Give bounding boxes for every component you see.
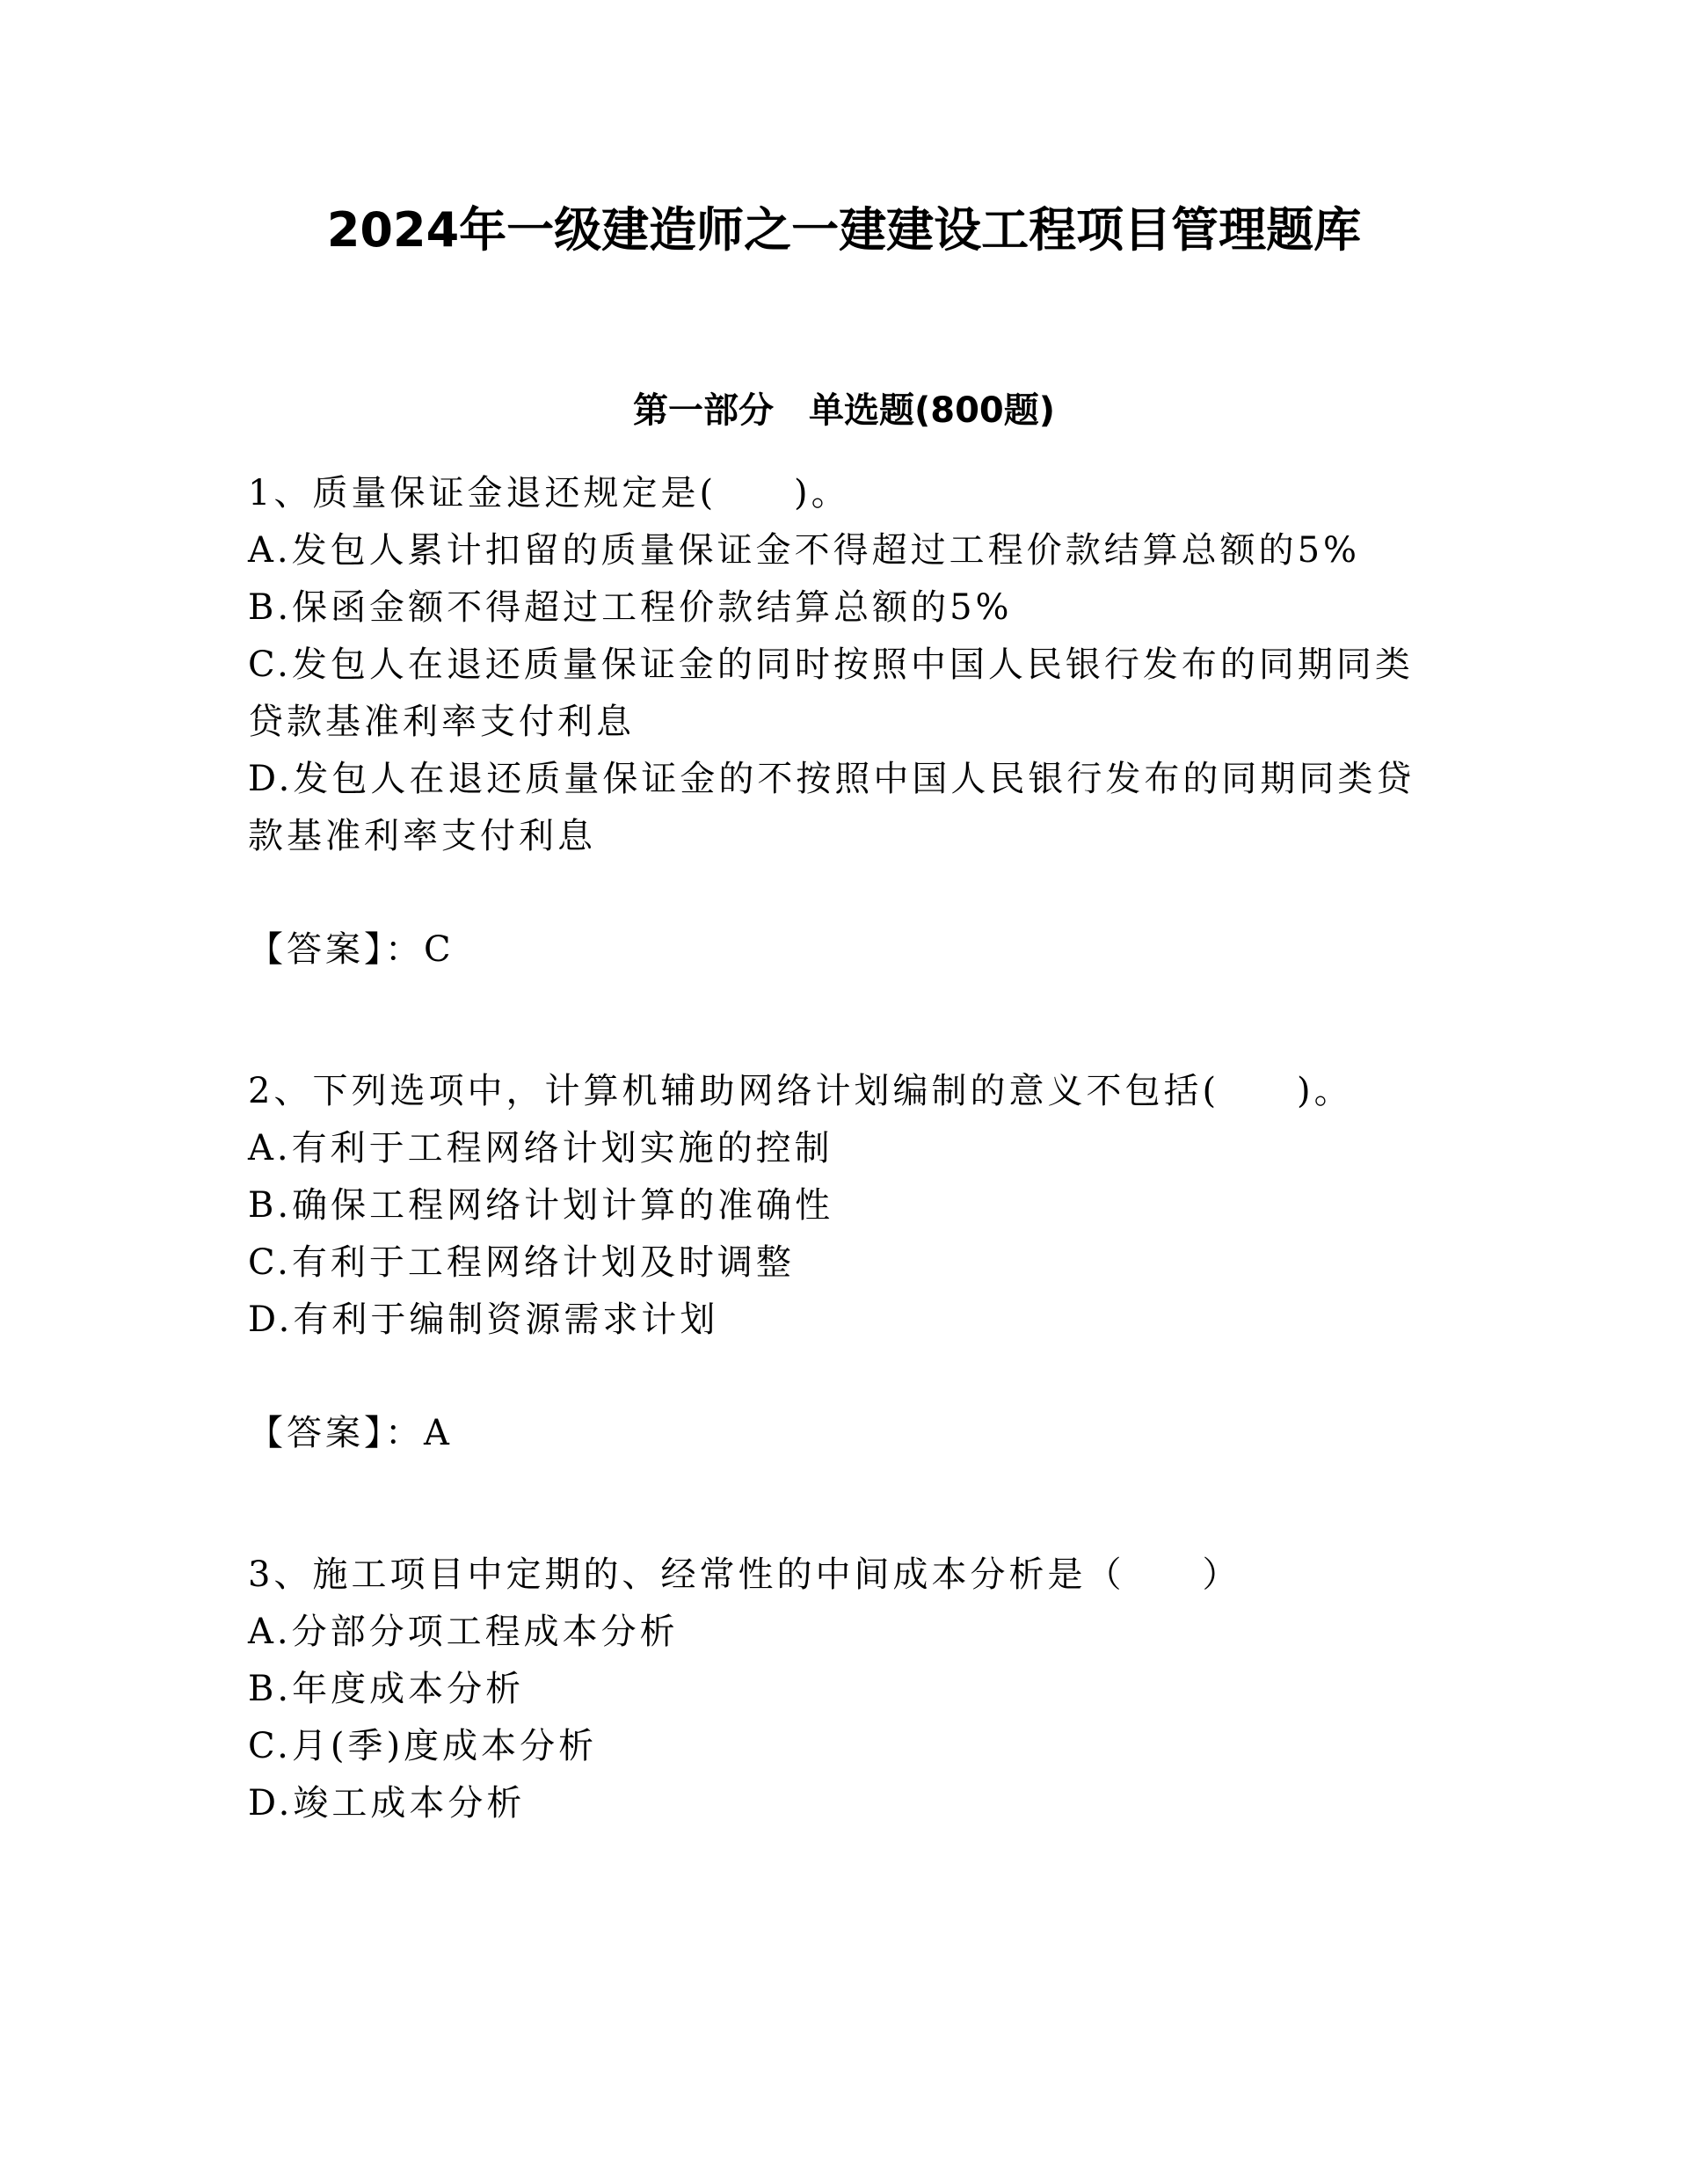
question-2 bbox=[248, 1063, 1417, 1462]
option-c: C.月(季)度成本分析 bbox=[248, 1726, 598, 1766]
option-a: A.分部分项工程成本分析 bbox=[248, 1612, 679, 1652]
option-a: A.有利于工程网络计划实施的控制 bbox=[248, 1128, 833, 1168]
question-3 bbox=[248, 1547, 1417, 1832]
question-stem: 1、质量保证金退还规定是( )。 bbox=[248, 473, 850, 513]
section-title: 第一部分 单选题(800题) bbox=[632, 390, 1056, 431]
answer-label: 【答案】： bbox=[248, 1413, 424, 1453]
option-c: C.有利于工程网络计划及时调整 bbox=[248, 1242, 795, 1283]
question-list bbox=[248, 465, 1417, 1832]
answer-line bbox=[248, 1405, 1417, 1462]
question-stem: 2、下列选项中，计算机辅助网络计划编制的意义不包括( )。 bbox=[248, 1071, 1353, 1111]
answer-value: A bbox=[424, 1413, 453, 1453]
answer-label: 【答案】： bbox=[248, 929, 424, 970]
answer-value: C bbox=[424, 929, 455, 970]
question-1 bbox=[248, 465, 1417, 979]
option-d: D.发包人在退还质量保证金的不按照中国人民银行发布的同期同类贷款基准利率支付利息 bbox=[248, 759, 1415, 856]
option-b: B.保函金额不得超过工程价款结算总额的5% bbox=[248, 587, 1013, 628]
option-c: C.发包人在退还质量保证金的同时按照中国人民银行发布的同期同类贷款基准利率支付利息 bbox=[248, 644, 1414, 742]
option-d: D.有利于编制资源需求计划 bbox=[248, 1299, 719, 1340]
answer-line bbox=[248, 921, 1417, 979]
option-a: A.发包人累计扣留的质量保证金不得超过工程价款结算总额的5% bbox=[248, 530, 1361, 571]
option-b: B.确保工程网络计划计算的准确性 bbox=[248, 1185, 834, 1226]
option-d: D.竣工成本分析 bbox=[248, 1783, 526, 1824]
option-b: B.年度成本分析 bbox=[248, 1669, 525, 1709]
document-title: 2024年一级建造师之一建建设工程项目管理题库 bbox=[326, 202, 1362, 258]
question-stem: 3、施工项目中定期的、经常性的中间成本分析是（ ） bbox=[248, 1554, 1241, 1595]
